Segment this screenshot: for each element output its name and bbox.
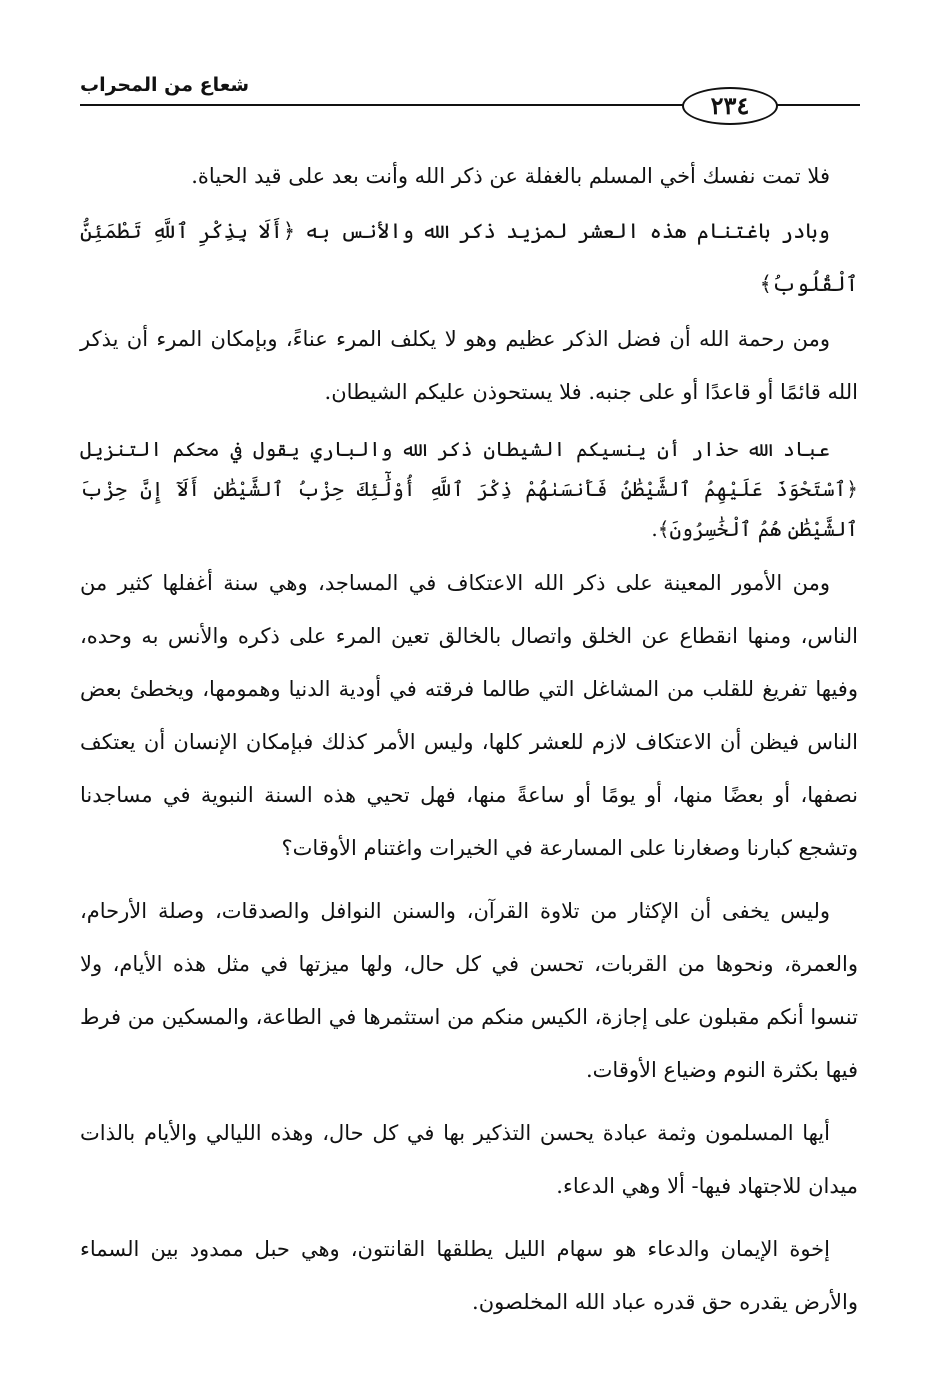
paragraph: عباد الله حذار أن ينسيكم الشيطان ذكر الله والباري يقول في محكم التنزيل ﴿ٱسْتَحْوَذَ عَلَيْهِمُ ٱلشَّيْطَٰنُ فَأَنسَىٰهُمْ ذِكْرَ ٱللَّهِ أُوْلَٰٓئِكَ حِزْبُ ٱلشَّيْطَٰنِ أَلَآ إِنَّ حِزْبَ ٱلشَّيْطَٰنِ هُمُ ٱلْخَٰسِرُونَ﴾. — [80, 437, 858, 541]
paragraph: وليس يخفى أن الإكثار من تلاوة القرآن، والسنن النوافل والصدقات، وصلة الأرحام، والعمرة، ونحوها من القربات، تحسن في كل حال، ولها ميزتها في مثل هذه الأيام، ولا تنسوا أنكم مقبلون على إجازة، الكيس منكم من استثمرها في الطاعة، والمسكين من فرط فيها بكثرة النوم وضياع الأوقات. — [80, 899, 858, 1082]
paragraph: وبادر باغتنام هذه العشر لمزيد ذكر الله والأنس به ﴿أَلَا بِذِكْرِ ٱللَّهِ تَطْمَئِنُّ ٱلْقُلُوبُ﴾ — [80, 219, 858, 296]
page-number: ٢٣٤ — [682, 87, 778, 125]
page-body — [80, 150, 858, 1339]
paragraph: ومن رحمة الله أن فضل الذكر عظيم وهو لا يكلف المرء عناءً، وبإمكان المرء أن يذكر الله قائمًا أو قاعدًا أو على جنبه. فلا يستحوذن عليكم الشيطان. — [80, 327, 858, 404]
paragraph: ومن الأمور المعينة على ذكر الله الاعتكاف في المساجد، وهي سنة أغفلها كثير من الناس، ومنها انقطاع عن الخلق واتصال بالخالق تعين المرء على ذكره والأنس به وحده، وفيها تفريغ للقلب من المشاغل التي طالما فرقته في أودية الدنيا وهمومها، ويخطئ بعض الناس فيظن أن الاعتكاف لازم للعشر كلها، وليس الأمر كذلك فبإمكان الإنسان أن يعتكف نصفها، أو بعضًا منها، أو يومًا أو ساعةً منها، فهل تحيي هذه السنة النبوية في مساجدنا وتشجع كبارنا وصغارنا على المسارعة في الخيرات واغتنام الأوقات؟ — [80, 571, 858, 860]
paragraph: إخوة الإيمان والدعاء هو سهام الليل يطلقها القانتون، وهي حبل ممدود بين السماء والأرض يقدره حق قدره عباد الله المخلصون. — [80, 1237, 858, 1314]
running-title: شعاع من المحراب — [80, 74, 250, 96]
paragraph: أيها المسلمون وثمة عبادة يحسن التذكير بها في كل حال، وهذه الليالي والأيام بالذات ميدان للاجتهاد فيها- ألا وهي الدعاء. — [80, 1121, 858, 1198]
paragraph: فلا تمت نفسك أخي المسلم بالغفلة عن ذكر الله وأنت بعد على قيد الحياة. — [191, 164, 830, 188]
page-header — [80, 70, 860, 130]
